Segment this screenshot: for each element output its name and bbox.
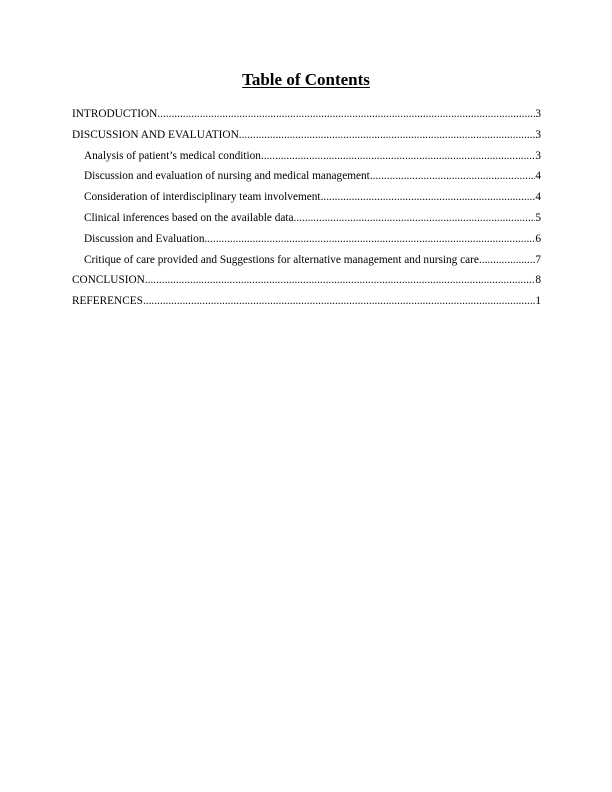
- toc-dot-leader: [370, 166, 536, 187]
- toc-entry-conclusion[interactable]: [72, 270, 541, 291]
- toc-entry-text: DISCUSSION AND EVALUATION: [72, 128, 239, 141]
- toc-entry-discussion-and-evaluation[interactable]: [72, 125, 541, 146]
- toc-entry-text: Discussion and Evaluation: [84, 232, 205, 245]
- toc-entry-critique-of-care[interactable]: [72, 250, 541, 271]
- toc-entry-analysis-of-patient-condition[interactable]: [72, 146, 541, 167]
- toc-entry-page: 4: [535, 191, 541, 204]
- toc-entry-text: Analysis of patient’s medical condition: [84, 149, 261, 162]
- toc-entry-nursing-and-medical-management[interactable]: [72, 166, 541, 187]
- toc-dot-leader: [261, 146, 535, 167]
- toc-entry-page: 5: [535, 211, 541, 224]
- toc-entry-page: 3: [535, 149, 541, 162]
- toc-list: [72, 104, 541, 312]
- toc-dot-leader: [157, 104, 535, 125]
- toc-entry-page: 4: [535, 170, 541, 183]
- toc-entry-page: 7: [535, 253, 541, 266]
- toc-entry-page: 8: [535, 274, 541, 287]
- toc-dot-leader: [239, 125, 536, 146]
- toc-entry-discussion-and-evaluation-sub[interactable]: [72, 229, 541, 250]
- toc-entry-page: 6: [535, 232, 541, 245]
- toc-entry-text: REFERENCES: [72, 295, 143, 308]
- toc-entry-text: Discussion and evaluation of nursing and medical management: [84, 170, 370, 183]
- toc-dot-leader: [204, 229, 535, 250]
- toc-entry-interdisciplinary-team[interactable]: [72, 187, 541, 208]
- toc-title: Table of Contents: [242, 70, 370, 89]
- toc-dot-leader: [143, 291, 535, 312]
- toc-entry-text: Clinical inferences based on the available data: [84, 211, 294, 224]
- toc-dot-leader: [294, 208, 536, 229]
- toc-dot-leader: [145, 270, 536, 291]
- toc-entry-text: Consideration of interdisciplinary team involvement: [84, 191, 321, 204]
- toc-entry-page: 3: [535, 108, 541, 120]
- toc-entry-introduction[interactable]: [72, 104, 541, 125]
- toc-entry-page: 3: [535, 128, 541, 141]
- toc-entry-text: Critique of care provided and Suggestions for alternative management and nursing care: [84, 253, 479, 266]
- toc-dot-leader: [321, 187, 536, 208]
- toc-entry-text: INTRODUCTION: [72, 108, 158, 120]
- toc-entry-text: CONCLUSION: [72, 274, 145, 287]
- toc-dot-leader: [479, 250, 535, 271]
- toc-entry-references[interactable]: [72, 291, 541, 312]
- toc-entry-clinical-inferences[interactable]: [72, 208, 541, 229]
- toc-entry-page: 1: [535, 295, 541, 308]
